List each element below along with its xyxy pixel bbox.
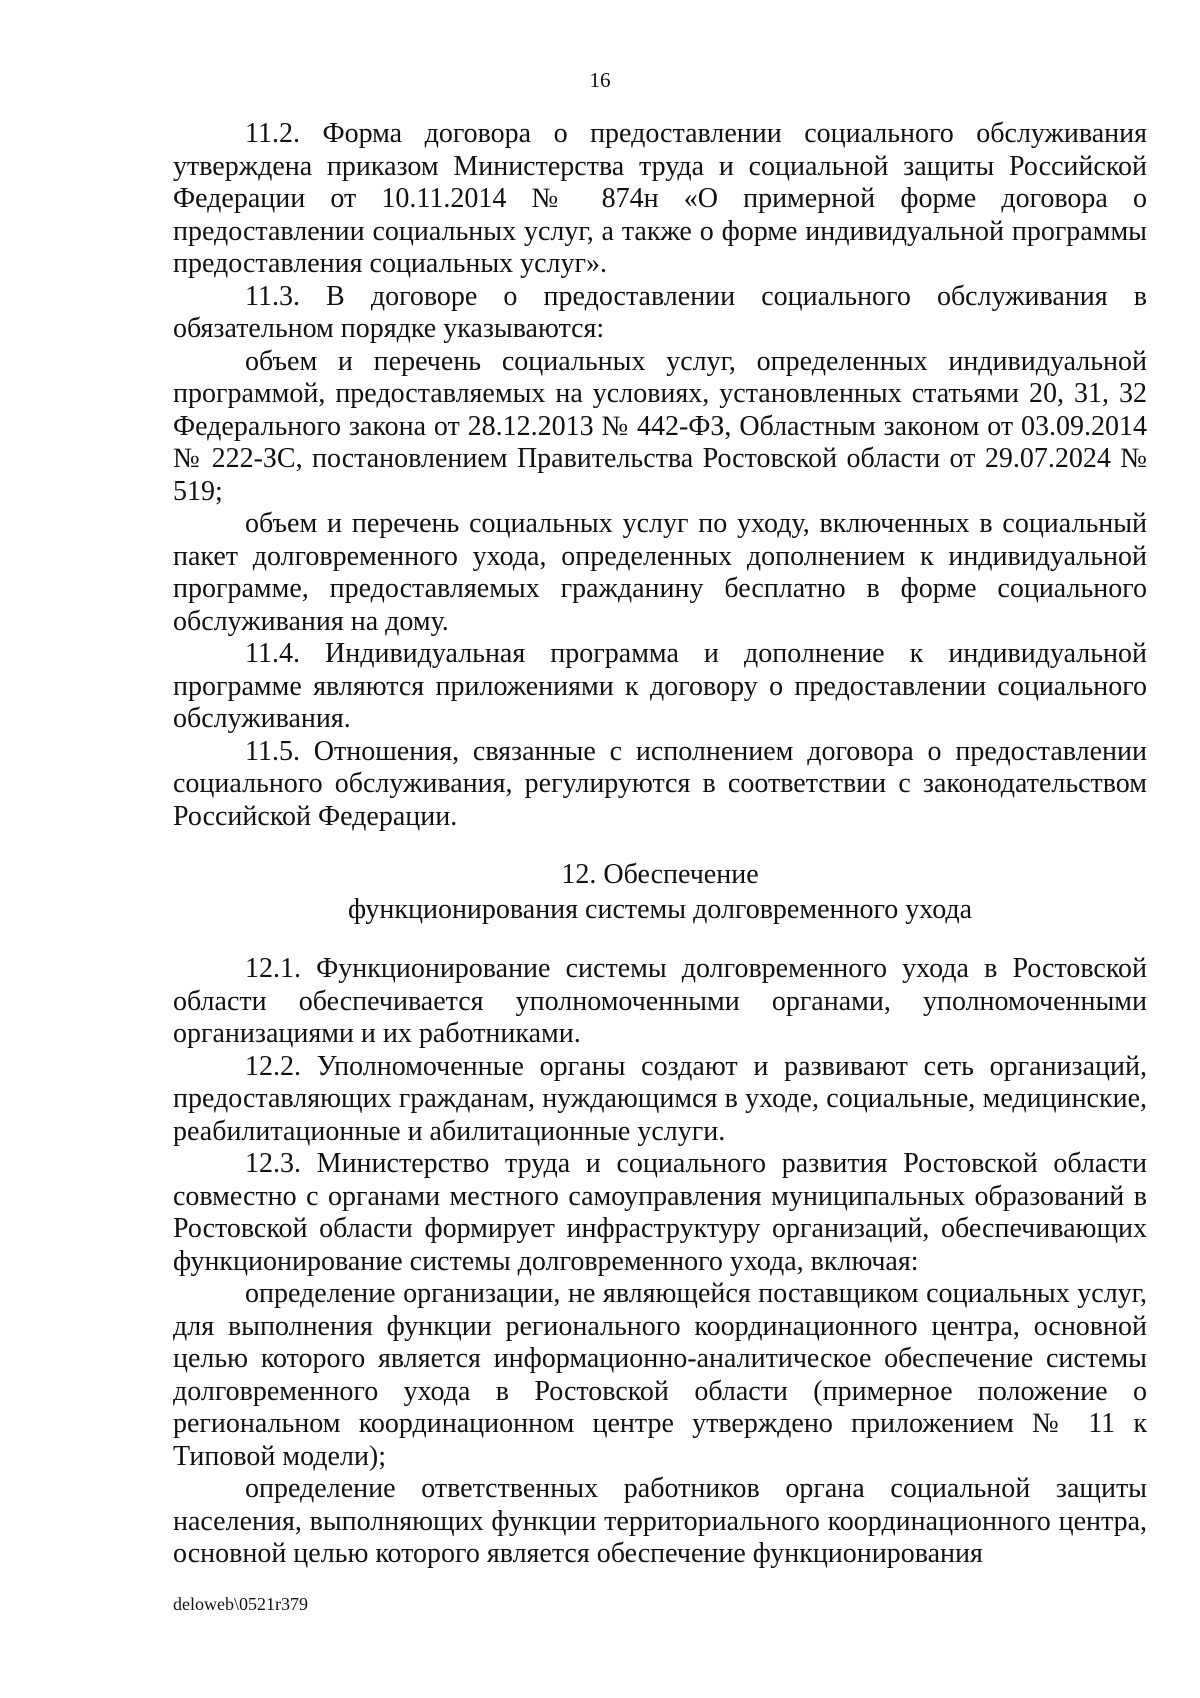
paragraph-11-5: 11.5. Отношения, связанные с исполнением договора о предоставлении социального обслуживания, регулируются в соответствии с законодательством Российской Федерации.: [173, 735, 1147, 832]
section-heading-line-2: функционирования системы долговременного ухода: [347, 894, 973, 925]
paragraph-11-2: 11.2. Форма договора о предоставлении социального обслуживания утверждена приказом Министерства труда и социальной защиты Российской Федерации от 10.11.2014 № 874н «О примерной форме договора о предоставлении социальных услуг, а также о форме индивидуальной программы предоставления социальных услуг».: [173, 118, 1147, 279]
paragraph-11-3-item-1: объем и перечень социальных услуг, определенных индивидуальной программой, предоставляемых на условиях, установленных статьями 20, 31, 32 Федерального закона от 28.12.2013 № 442-ФЗ, Областным законом от 03.09.2014 № 222-ЗС, постановлением Правительства Ростовской области от 29.07.2024 № 519;: [173, 345, 1147, 507]
paragraph-12-1: 12.1. Функционирование системы долговременного ухода в Ростовской области обеспечивается уполномоченными органами, уполномоченными организациями и их работниками.: [173, 953, 1147, 1049]
document-code: deloweb\0521r379: [173, 1594, 308, 1614]
section-heading: [173, 857, 1147, 927]
paragraph-11-3: 11.3. В договоре о предоставлении социального обслуживания в обязательном порядке указываются:: [173, 280, 1147, 344]
paragraph-12-3-item-2: определение ответственных работников органа социальной защиты населения, выполняющих функции территориального координационного центра, основной целью которого является обеспечение функционирования: [173, 1473, 1147, 1569]
paragraph-11-3-item-2: объем и перечень социальных услуг по уходу, включенных в социальный пакет долговременного ухода, определенных дополнением к индивидуальной программе, предоставляемых гражданину бесплатно в форме социального обслуживания на дому.: [173, 508, 1147, 637]
section-heading-line-1: 12. Обеспечение: [561, 859, 759, 890]
paragraph-12-3-item-1: определение организации, не являющейся поставщиком социальных услуг, для выполнения функции регионального координационного центра, основной целью которого является информационно-аналитическое обеспечение системы долговременного ухода в Ростовской области (примерное положение о региональном координационном центре утверждено приложением № 11 к Типовой модели);: [173, 1278, 1147, 1472]
document-body: [173, 118, 1147, 1571]
paragraph-11-4: 11.4. Индивидуальная программа и дополнение к индивидуальной программе являются приложениями к договору о предоставлении социального обслуживания.: [173, 638, 1147, 734]
paragraph-12-2: 12.2. Уполномоченные органы создают и развивают сеть организаций, предоставляющих гражданам, нуждающимся в уходе, социальные, медицинские, реабилитационные и абилитационные услуги.: [173, 1050, 1147, 1147]
page-number: 16: [589, 68, 611, 92]
paragraph-12-3: 12.3. Министерство труда и социального развития Ростовской области совместно с органами местного самоуправления муниципальных образований в Ростовской области формирует инфраструктуру организаций, обеспечивающих функционирование системы долговременного ухода, включая:: [173, 1148, 1147, 1277]
